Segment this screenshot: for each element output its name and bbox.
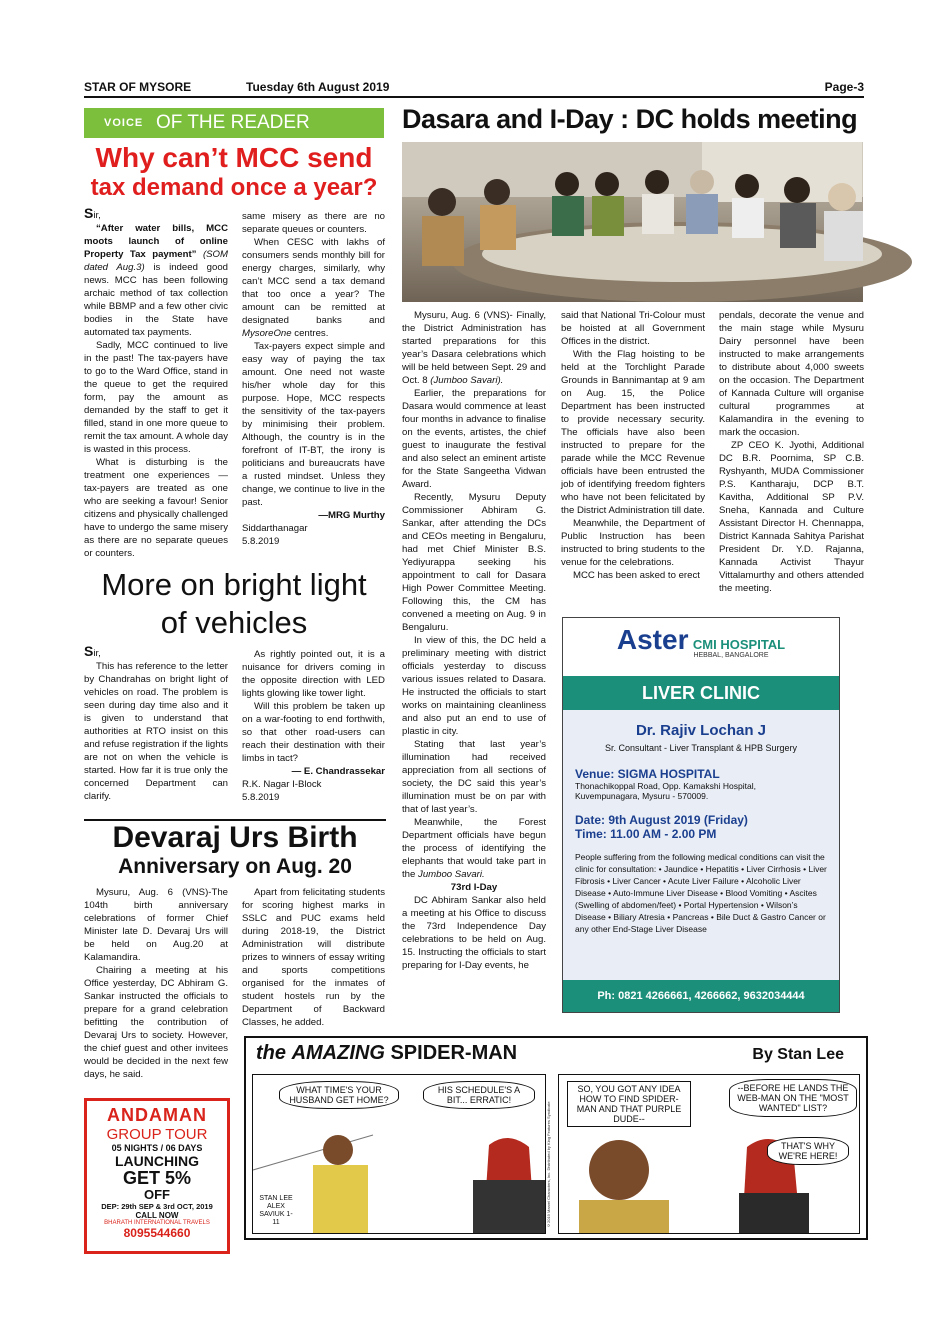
liver-clinic-banner: LIVER CLINIC bbox=[563, 676, 839, 710]
speech-bubble-1: WHAT TIME'S YOUR HUSBAND GET HOME? bbox=[279, 1081, 399, 1109]
dasara-col2 bbox=[561, 309, 705, 582]
letter2-p3: Will this problem be taken up on a war-footing to end forthwith, so that other road-users can reach their destination with their limbs in tact? bbox=[242, 701, 385, 764]
andaman-ad[interactable] bbox=[84, 1098, 230, 1254]
comic-title-the: the bbox=[256, 1042, 286, 1064]
aster-venue: Venue: SIGMA HOSPITAL bbox=[575, 767, 720, 781]
spiderman-comic bbox=[244, 1036, 868, 1240]
letter2-headline-line1: More on bright light bbox=[101, 567, 367, 602]
speech-bubble-3: SO, YOU GOT ANY IDEA HOW TO FIND SPIDER-MAN AND THAT PURPLE DUDE-- bbox=[567, 1081, 691, 1127]
letter2-place: R.K. Nagar I-Block bbox=[242, 779, 322, 790]
aster-role: Sr. Consultant - Liver Transplant & HPB Surgery bbox=[604, 743, 798, 753]
letter2-col2 bbox=[242, 648, 385, 804]
comic-byline: By Stan Lee bbox=[752, 1046, 844, 1063]
devaraj-p3: Apart from felicitating students for scoring highest marks in SSLC and PUC exams held during 2018-19, the District Administration will distribute prizes to winners of essay writing and sports competitions organised for the inmates of student hostels run by the Department of Backward Classes, he added. bbox=[242, 887, 385, 1028]
devaraj-p1: Mysuru, Aug. 6 (VNS)-The 104th birth anniversary celebrations of former Chief Minister late D. Devaraj Urs will be held on Aug.20 at Kalamandira. bbox=[84, 887, 228, 963]
dropcap: S bbox=[84, 643, 94, 659]
dasara-col1 bbox=[402, 309, 546, 972]
dasara-headline: Dasara and I-Day : DC holds meeting bbox=[402, 104, 858, 134]
aster-address2: Kuvempunagara, Mysuru - 570009. bbox=[575, 791, 709, 801]
aster-brand-sub: CMI HOSPITAL bbox=[692, 637, 786, 652]
andaman-get: GET 5% bbox=[122, 1168, 192, 1188]
aster-address1: Thonachikoppal Road, Opp. Kamakshi Hospital, bbox=[575, 781, 756, 791]
letter2-p2: As rightly pointed out, it is a nuisance for drivers coming in the opposite direction with LED lights glowing like tower light. bbox=[242, 649, 385, 699]
devaraj-headline bbox=[84, 822, 386, 880]
letter1-p4-end: centres. bbox=[294, 328, 329, 339]
aster-location: HEBBAL, BANGALORE bbox=[693, 652, 769, 659]
letter2-headline bbox=[84, 566, 384, 642]
of-the-reader-label: OF THE READER bbox=[156, 112, 310, 133]
andaman-phone[interactable]: 8095544660 bbox=[123, 1226, 191, 1240]
letter1-headline-line2: tax demand once a year? bbox=[90, 174, 378, 201]
dasara-c1-p6-italic: Jumboo Savari. bbox=[418, 869, 485, 880]
letter2-date: 5.8.2019 bbox=[242, 792, 280, 803]
letter1-headline bbox=[84, 143, 384, 203]
letter1-p5: Tax-payers expect simple and easy way of paying the tax amount. One need not waste his/her whole day for this purpose. Hope, MCC respects the sensitivity of the tax-payers by minimising their problem. Although, the country is in the forefront of IT-BT, the irony is politicians and bureaucrats have a rusted mindset. Unless they change, we continue to live in the past. bbox=[242, 341, 385, 508]
letter1-place: Siddarthanagar bbox=[242, 523, 308, 534]
dasara-c1-p4: In view of this, the DC held a preliminary meeting with district officials yesterday to discuss various issues related to Dasara. He instructed the officials to start works on maintaining cleanliness and also put an end to use of plastic in city. bbox=[402, 635, 546, 737]
letter1-citation: (SOM dated Aug.3) bbox=[84, 249, 228, 273]
letter2-signature: — E. Chandrassekar bbox=[291, 766, 385, 777]
devaraj-col2 bbox=[242, 886, 385, 1029]
letter2-col1 bbox=[84, 645, 228, 803]
issue-date: Tuesday 6th August 2019 bbox=[246, 80, 390, 94]
andaman-call: CALL NOW bbox=[135, 1211, 179, 1220]
page-number: Page-3 bbox=[824, 80, 864, 94]
devaraj-headline-line2: Anniversary on Aug. 20 bbox=[118, 855, 352, 878]
andaman-title: ANDAMAN bbox=[107, 1105, 207, 1125]
aster-conditions: People suffering from the following medical conditions can visit the clinic for consultation: • Jaundice • Hepatitis • Liver Cirrhosis • Liver Fibrosis • Liver Cancer • Acute Liver Failure • Alcoholic Liver Disease • Auto-Immune Liver Disease • Blood Vomiting • Ascites (Swelling of abdomen/feet) • Portal Hypertension • Wilson’s Disease • Biliary Atresia • Pancreas • Bile Duct & Gastro Cancer or any other End-Stage Liver Disease bbox=[575, 852, 827, 934]
aster-brand: Aster bbox=[616, 624, 689, 655]
aster-date: Date: 9th August 2019 (Friday) bbox=[575, 813, 748, 827]
letter1-headline-line1: Why can’t MCC send bbox=[95, 142, 373, 173]
andaman-nights: 05 NIGHTS / 06 DAYS bbox=[111, 1143, 203, 1153]
salutation: ir, bbox=[93, 648, 101, 659]
letter1-signature: —MRG Murthy bbox=[318, 510, 385, 521]
meeting-photo-illustration bbox=[402, 142, 863, 302]
salutation: ir, bbox=[93, 210, 101, 221]
dasara-c1-p2: Earlier, the preparations for Dasara would commence at least four months in advance to finalise on the events, artistes, the chief guest to inaugurate the festival and also select an eminent artiste for the State Sangeetha Vidwan Award. bbox=[402, 388, 546, 490]
dasara-c1-p1-italic: (Jumboo Savari). bbox=[430, 375, 504, 386]
letter1-col2: same misery as there are no separate queues or counters. When CESC with lakhs of consumers sends monthly bill for energy charges, similarly, why can’t MCC send a tax demand that too once a year? The amount can be remitted at designated banks and MysoreOne centres. Tax-payers expect simple and easy way of paying the tax amount. One need not waste his/her whole day for this purpose. Hope, MCC respects the sensitivity of the tax-payers by minimising their problem. Although, the country is in the forefront of IT-BT, the irony is politicians and bureaucrats have a rusted mindset. Unless they change, we continue to live in the past. —MRG Murthy Siddarthanagar 5.8.2019 bbox=[242, 211, 385, 547]
aster-time: Time: 11.00 AM - 2.00 PM bbox=[575, 827, 717, 841]
comic-panel-2 bbox=[558, 1074, 860, 1234]
paper-name: STAR OF MYSORE bbox=[84, 80, 192, 94]
dasara-c2-p1: said that National Tri-Colour must be hoisted at all Government Offices in the district. bbox=[561, 310, 705, 347]
dasara-c2-p4: MCC has been asked to erect bbox=[573, 570, 700, 581]
dasara-c1-p5: Stating that last year’s illumination had received appreciation from all sections of society, the DC said this year’s illumination must be on par with that of last year’s. bbox=[402, 739, 546, 815]
masthead bbox=[84, 78, 864, 98]
speech-bubble-4: --BEFORE HE LANDS THE WEB-MAN ON THE "MOST WANTED" LIST? bbox=[729, 1079, 857, 1117]
dropcap: S bbox=[84, 205, 94, 221]
letter2-headline-line2: of vehicles bbox=[160, 605, 308, 640]
andaman-sub: GROUP TOUR bbox=[106, 1126, 208, 1143]
andaman-dep: DEP: 29th SEP & 3rd OCT, 2019 bbox=[101, 1202, 213, 1211]
aster-doctor: Dr. Rajiv Lochan J bbox=[635, 722, 767, 739]
devaraj-p2: Chairing a meeting at his Office yesterday, DC Abhiram G. Sankar instructed the officials to prepare for a grand celebration befitting the contribution of Devaraj Urs to society. However, the chief guest and other invitees would be decided in the next few days, he said. bbox=[84, 965, 228, 1080]
andaman-agency: BHARATH INTERNATIONAL TRAVELS bbox=[104, 1220, 210, 1226]
comic-title-rest: SPIDER-MAN bbox=[390, 1042, 518, 1064]
letter1-p3: What is disturbing is the treatment one experiences — tax-payers are treated as one who are seeking a favour! Senior citizens and physically challenged have to undergo the same misery as there are no separate queues or counters. bbox=[84, 457, 228, 559]
letter1-p4: When CESC with lakhs of consumers sends monthly bill for energy charges, similarly, why can’t MCC send a tax demand that too once a year? The amount can be remitted at designated banks and bbox=[242, 237, 385, 326]
dasara-c1-p3: Recently, Mysuru Deputy Commissioner Abhiram G. Sankar, after attending the DCs and CEOs meeting in Bengaluru, had met Chief Minister B.S. Yediyurappa seeking his appointment to call for Dasara High Power Committee Meeting. Following this, the CM has convened a meeting on Aug. 9 in Bengaluru. bbox=[402, 492, 546, 633]
letter2-p1: This has reference to the letter by Chandrahas on bright light of vehicles on road. The problem is seen during day time also and it is given to understand that authorities at RTO insist on this and refuse registration if the lights are not on when the vehicle is started. How far it is true only the concerned Department can clarify. bbox=[84, 661, 228, 802]
comic-copyright: ©2019 Marvel Characters, Inc. Distributed by King Features Syndicate bbox=[546, 1101, 551, 1228]
letter1-quote: “After water bills, MCC moots launch of online Property Tax payment” bbox=[84, 223, 228, 260]
dasara-c2-p2: With the Flag hoisting to be held at the Torchlight Parade Grounds in Bannimantap at 9 am on Aug. 15, the Police Department has been instructed to provide necessary security. The officials have also been instructed to prepare for the parade while the MCC Revenue officials have been entrusted the job of identifying freedom fighters who have not been felicitated by the District Administration till date. bbox=[561, 349, 705, 516]
devaraj-col1 bbox=[84, 886, 228, 1081]
andaman-off: OFF bbox=[144, 1187, 170, 1202]
aster-logo-area bbox=[563, 618, 839, 676]
comic-title bbox=[256, 1042, 517, 1065]
comic-title-amazing: AMAZING bbox=[291, 1042, 385, 1064]
aster-phone[interactable]: Ph: 0821 4266661, 4266662, 9632034444 bbox=[563, 980, 839, 1012]
comic-credit: STAN LEE ALEX SAVIUK 1-11 bbox=[259, 1195, 293, 1226]
dasara-c1-p6: Meanwhile, the Forest Department officials have begun the process of identifying the elephants that would take part in the bbox=[402, 817, 546, 880]
dasara-c1-p7: DC Abhiram Sankar also held a meeting at his Office to discuss the 73rd Independence Day celebrations to be held on Aug. 15. Instructing the officials to start preparing for I-Day events, he bbox=[402, 895, 546, 971]
devaraj-headline-line1: Devaraj Urs Birth bbox=[112, 821, 358, 854]
speech-bubble-5: THAT'S WHY WE'RE HERE! bbox=[767, 1137, 849, 1165]
letter1-date: 5.8.2019 bbox=[242, 536, 280, 547]
andaman-launching: LAUNCHING bbox=[115, 1153, 199, 1169]
aster-ad[interactable] bbox=[562, 617, 840, 1013]
dasara-col3 bbox=[719, 309, 864, 595]
letter1-col1 bbox=[84, 205, 228, 559]
meeting-photo bbox=[402, 142, 863, 302]
dasara-c2-p3: Meanwhile, the Department of Public Instruction has been instructed to bring students to the venue for the celebrations. bbox=[561, 518, 705, 568]
iday-subhead: 73rd I-Day bbox=[450, 882, 498, 893]
voice-of-reader-banner bbox=[84, 108, 384, 138]
dasara-c3-p2: ZP CEO K. Jyothi, Additional DC B.R. Poornima, SP C.B. Ryshyanth, MUDA Commissioner P.S. Kantharaju, DCP B.T. Kavitha, Additional SP P.V. Sneha, Kannada and Culture Assistant Director H. Chennappa, District Kannada Sahitya Parishat President Dr. Y.D. Rajanna, Kannada Activist Thayur Vittalamurthy and others attended the meeting. bbox=[719, 440, 864, 594]
comic-panel-1 bbox=[252, 1074, 546, 1234]
letter1-p2: Sadly, MCC continued to live in the past! The tax-payers have to go to the Ward Office, stand in the queue to get the required form, pay the amount as demanded by the staff to get it filled, stand in one more queue to remit the tax amount. A whole day is wasted in this process. bbox=[84, 340, 228, 455]
dasara-c3-p1: pendals, decorate the venue and the main stage while Mysuru Dairy personnel have been instructed to make arrangements to distribute about 4,000 sweets on the occasion. The Department of Kannada Culture will organise cultural programmes at Kalamandira in the evening to mark the occasion. bbox=[719, 310, 864, 438]
speech-bubble-2: HIS SCHEDULE'S A BIT... ERRATIC! bbox=[423, 1081, 535, 1109]
letter1-p1: is indeed good news. MCC has been following archaic method of tax collection while BBMP and a few other civic bodies in the State have automated tax payments. bbox=[84, 262, 228, 338]
dasara-c1-p1: Mysuru, Aug. 6 (VNS)- Finally, the District Administration has started preparations for this year’s Dasara celebrations which will be held between Sept. 29 and Oct. 8 bbox=[402, 310, 546, 386]
voice-label: VOICE bbox=[104, 117, 144, 129]
letter1-mysoreone: MysoreOne bbox=[242, 328, 292, 339]
